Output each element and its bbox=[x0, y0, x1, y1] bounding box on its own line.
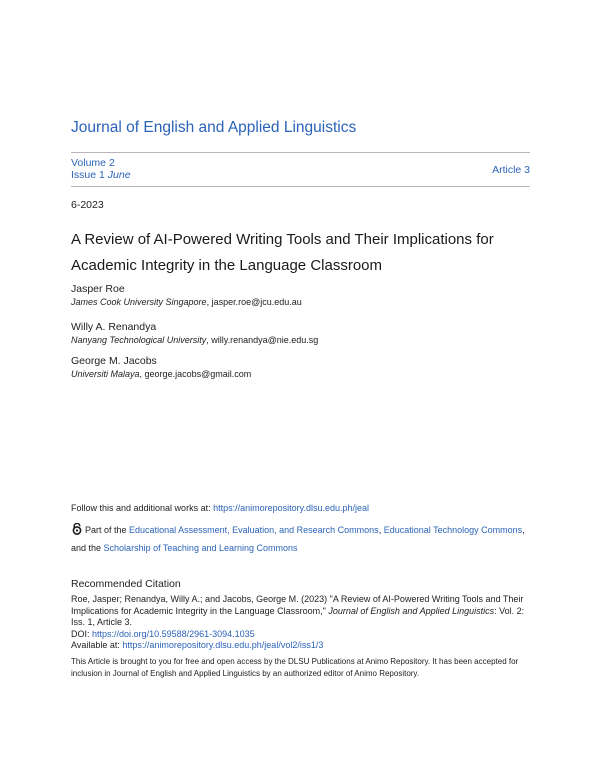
commons-link-assessment[interactable]: Educational Assessment, Evaluation, and Research Commons bbox=[129, 525, 379, 535]
issue-month: June bbox=[107, 169, 131, 181]
citation-text: Roe, Jasper; Renandya, Willy A.; and Jacobs, George M. (2023) "A Review of AI-Powered Writing Tools and Their Implications for Academic Integrity in the Language Classroom," Journal of English and Applied Linguistics: Vol. 2: Iss. 1, Article 3. DOI: https://doi.org/10.59588/2961-3094.1035 Available at: https://animorepository.dlsu.edu.ph/jeal/vol2/iss1/3 bbox=[71, 594, 525, 650]
author-affiliation: Nanyang Technological University, willy.renandya@nie.edu.sg bbox=[71, 335, 319, 345]
divider-bottom bbox=[71, 186, 530, 187]
commons-link-edtech[interactable]: Educational Technology Commons bbox=[383, 525, 523, 535]
divider-top bbox=[71, 152, 530, 153]
article-title: A Review of AI-Powered Writing Tools and Their Implications for Academic Integrity in the Language Classroom bbox=[71, 231, 494, 274]
issue-link[interactable] bbox=[71, 169, 131, 181]
issue-number: Issue 1 bbox=[71, 169, 105, 181]
journal-title-link[interactable]: Journal of English and Applied Linguistics bbox=[71, 119, 357, 136]
available-at-link[interactable]: https://animorepository.dlsu.edu.ph/jeal/vol2/iss1/3 bbox=[122, 640, 324, 650]
publication-date: 6-2023 bbox=[71, 199, 104, 211]
recommended-citation-heading: Recommended Citation bbox=[71, 578, 181, 590]
part-of-commons: Part of the Educational Assessment, Evaluation, and Research Commons, Educational Technology Commons, and the Scholarship of Teaching and Learning Commons bbox=[71, 525, 525, 553]
author-block-1 bbox=[71, 283, 302, 307]
article-number-link[interactable]: Article 3 bbox=[492, 164, 530, 176]
follow-line: Follow this and additional works at: https://animorepository.dlsu.edu.ph/jeal bbox=[71, 503, 370, 513]
author-affiliation: James Cook University Singapore, jasper.roe@jcu.edu.au bbox=[71, 297, 302, 307]
author-affiliation: Universiti Malaya, george.jacobs@gmail.com bbox=[71, 369, 252, 379]
volume-issue bbox=[71, 157, 131, 181]
volume-link[interactable]: Volume 2 bbox=[71, 157, 115, 169]
author-name: Willy A. Renandya bbox=[71, 321, 157, 333]
commons-link-sotl[interactable]: Scholarship of Teaching and Learning Commons bbox=[103, 543, 298, 553]
footer-note: This Article is brought to you for free and open access by the DLSU Publications at Animo Repository. It has been accepted for inclusion in Journal of English and Applied Linguistics by an authorized editor of Animo Repository. bbox=[71, 657, 519, 678]
doi-link[interactable]: https://doi.org/10.59588/2961-3094.1035 bbox=[92, 628, 255, 639]
author-name: Jasper Roe bbox=[71, 283, 125, 295]
author-block-3 bbox=[71, 355, 251, 379]
author-block-2 bbox=[71, 321, 318, 345]
repository-link[interactable]: https://animorepository.dlsu.edu.ph/jeal bbox=[213, 503, 370, 513]
author-name: George M. Jacobs bbox=[71, 355, 157, 367]
open-access-icon bbox=[71, 523, 83, 535]
